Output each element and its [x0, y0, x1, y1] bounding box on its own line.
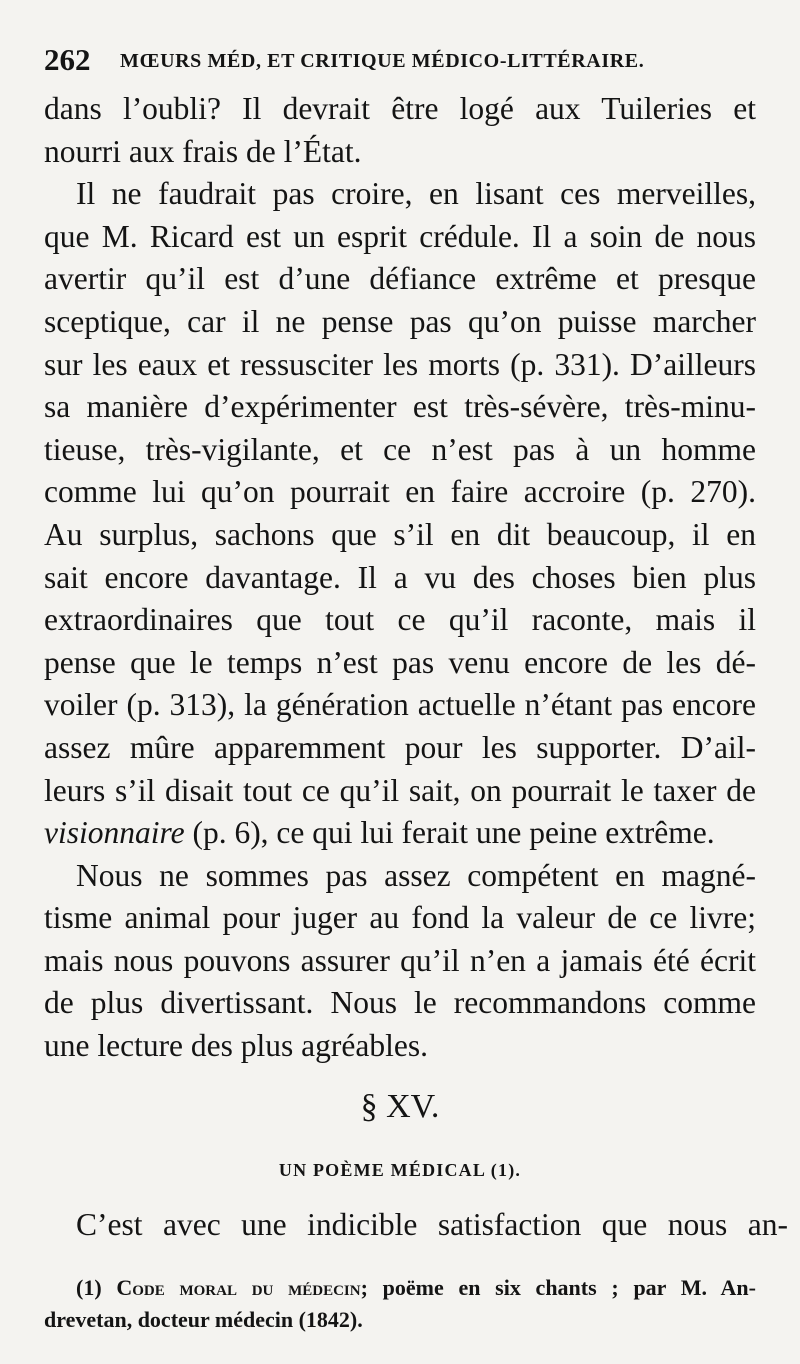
text-line: pense que le temps n’est pas venu encore de les dé-	[44, 644, 756, 680]
footnote-work-title: Code moral du médecin	[116, 1275, 361, 1300]
paragraph-start-line: Nous ne sommes pas assez compétent en magné-	[76, 857, 756, 893]
footnote	[44, 1272, 756, 1336]
text-line: mais nous pouvons assurer qu’il n’en a jamais été écrit	[44, 942, 756, 978]
text-line: sa manière d’expérimenter est très-sévère, très-minu-	[44, 389, 756, 425]
body-text	[44, 88, 756, 1068]
text-line-rest: (p. 6), ce qui lui ferait une peine extrême.	[192, 815, 715, 851]
text-line: leurs s’il disait tout ce qu’il sait, on pourrait le taxer de	[44, 772, 756, 808]
footnote-marker: (1)	[76, 1275, 102, 1300]
section-subtitle: UN POÈME MÉDICAL (1).	[278, 1160, 522, 1180]
text-line: extraordinaires que tout ce qu’il raconte, mais il	[44, 602, 756, 638]
text-line: sur les eaux et ressusciter les morts (p. 331). D’ailleurs	[44, 346, 756, 382]
text-line: une lecture des plus agréables.	[44, 1028, 428, 1064]
footnote-text: ; poëme en six chants ; par M. An-	[360, 1275, 756, 1300]
text-line: tisme animal pour juger au fond la valeur de ce livre;	[44, 900, 756, 936]
text-line: tieuse, très-vigilante, et ce n’est pas à un homme	[44, 431, 756, 467]
text-line: comme lui qu’on pourrait en faire accroire (p. 270).	[44, 474, 756, 510]
page-number: 262	[44, 42, 91, 77]
running-head: MŒURS MÉD, ET CRITIQUE MÉDICO-LITTÉRAIRE.	[120, 50, 645, 72]
text-line: sait encore davantage. Il a vu des choses bien plus	[44, 559, 756, 595]
text-line: assez mûre apparemment pour les supporter. D’ail-	[44, 729, 756, 765]
text-line: de plus divertissant. Nous le recommandons comme	[44, 985, 756, 1021]
footnote-line: drevetan, docteur médecin (1842).	[44, 1307, 363, 1332]
section-heading: § XV.	[360, 1088, 440, 1125]
text-line: nourri aux frais de l’État.	[44, 133, 362, 169]
italic-term: visionnaire	[44, 815, 185, 851]
text-line: Au surplus, sachons que s’il en dit beaucoup, il en	[44, 516, 756, 552]
text-line: que M. Ricard est un esprit crédule. Il a soin de nous	[44, 218, 756, 254]
text-line: voiler (p. 313), la génération actuelle n’étant pas encore	[44, 687, 756, 723]
paragraph-start-line: Il ne faudrait pas croire, en lisant ces merveilles,	[76, 176, 756, 212]
page-header	[44, 42, 756, 82]
paragraph-start-line: C’est avec une indicible satisfaction que nous an-	[76, 1207, 788, 1242]
footnote-line	[44, 1272, 756, 1304]
text-line: avertir qu’il est d’une défiance extrême et presque	[44, 261, 756, 297]
text-line: sceptique, car il ne pense pas qu’on puisse marcher	[44, 303, 756, 339]
text-line: dans l’oubli? Il devrait être logé aux Tuileries et	[44, 91, 756, 126]
text-line-italic	[44, 812, 756, 855]
